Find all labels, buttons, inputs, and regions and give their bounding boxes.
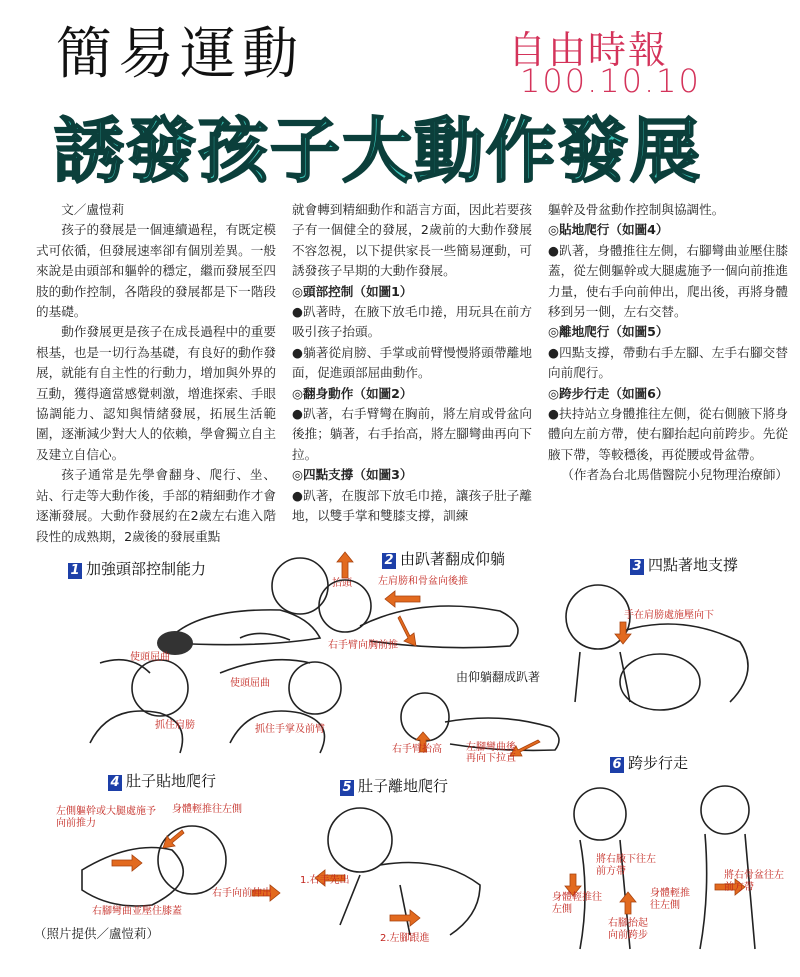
paragraph: 就會轉到精細動作和語言方面，因此若要孩子有一個健全的發展，2歲前的大動作發展不容忽視，以下提供家長一些簡易運動，可誘發孩子早期的大動作發展。	[292, 202, 532, 279]
bullet-item: ●趴著時，在腋下放毛巾捲，用玩具在前方吸引孩子抬頭。	[292, 304, 532, 340]
figure-label: 抬頭	[332, 578, 352, 589]
figure-3	[560, 552, 790, 712]
figure-label: 將右骨盆往左前方帶	[724, 870, 784, 893]
section-heading: ◎翻身動作（如圖2）	[292, 385, 413, 401]
figure-title	[108, 770, 216, 791]
figure-label: 身體輕推往左側	[172, 804, 242, 815]
figure-6	[540, 752, 790, 952]
figure-label: 使頭屈曲	[130, 652, 170, 663]
figure-title-text: 跨步行走	[628, 754, 689, 772]
paragraph: 軀幹及骨盆動作控制與協調性。	[548, 202, 725, 217]
figure-label: 2.左腳跟進	[380, 933, 430, 944]
figure-title	[340, 775, 448, 796]
paragraph: 孩子的發展是一個連續過程，有既定模式可依循，但發展速率卻有個別差異。一般來說是由頭部和軀幹的穩定，繼而發展至四肢的動作控制，各階段的發展都是下一階段的基礎。	[36, 222, 276, 320]
figure-number: 4	[108, 775, 122, 791]
figure-number: 6	[610, 757, 624, 773]
headline: 誘發孩子大動作發展	[54, 110, 702, 192]
figure-number: 5	[340, 780, 354, 796]
figure-label: 身體輕推往左側	[552, 892, 602, 915]
figure-label: 左肩膀和骨盆向後推	[378, 576, 468, 587]
article-column-3	[548, 200, 788, 486]
baby-supine-illustration	[70, 643, 360, 758]
figure-label: 身體輕推往左側	[650, 888, 690, 911]
figure-label: 右手臂抬高	[392, 744, 442, 755]
author-note: （作者為台北馬偕醫院小兒物理治療師）	[561, 467, 788, 483]
page-title: 簡易運動	[56, 22, 304, 87]
figure-title-text: 由仰躺翻成趴著	[456, 670, 541, 684]
figure-5	[300, 775, 500, 944]
figure-title	[610, 752, 688, 773]
bullet-item: ●扶持站立身體推往左側，從右側腋下將身體向左前方帶，使右腳抬起向前跨步。先從腋下帶，等較穩後，再從腰或骨盆帶。	[548, 406, 788, 462]
paragraph: 孩子通常是先學會翻身、爬行、坐、站、行走等大動作後，手部的精細動作才會逐漸發展。大動作發展約在2歲左右進入階段性的成熟期，2歲後的發展重點	[36, 467, 276, 544]
figure-label: 右腳彎曲並壓住膝蓋	[92, 906, 182, 917]
figure-title-text: 肚子貼地爬行	[126, 772, 217, 790]
figure-2	[300, 548, 560, 658]
paragraph: 動作發展更是孩子在成長過程中的重要根基，也是一切行為基礎，有良好的動作發展，就能有自主性的行動力，增加與外界的互動，獲得適當感覺刺激，增進探索、手眼協調能力、認知與情緒發展，拓展生活範圍，逐漸減少對大人的依賴，學會獨立自主及建立自信心。	[36, 324, 276, 462]
figure-title-text: 肚子離地爬行	[358, 777, 449, 795]
section-heading: ◎貼地爬行（如圖4）	[548, 222, 669, 238]
publication-date: 100.10.10	[520, 62, 701, 100]
figure-title-text: 加強頭部控制能力	[86, 560, 207, 578]
figure-title-text: 由趴著翻成仰躺	[400, 550, 506, 568]
figure-title-text: 四點著地支撐	[648, 556, 739, 574]
newspaper-source: 自由時報	[508, 28, 669, 72]
figure-label: 1.右手先出	[300, 875, 350, 886]
article-column-2	[292, 200, 532, 527]
figure-label: 使頭屈曲	[230, 678, 270, 689]
article-body	[36, 200, 790, 544]
figure-number: 3	[630, 559, 644, 575]
bullet-item: ●趴著，身體推往左側，右腳彎曲並壓住膝蓋，從左側軀幹或大腿處施予一個向前推進力量，使右手向前伸出，爬出後，再將身體移到另一側，左右交替。	[548, 242, 788, 320]
figure-label: 右腳抬起向前跨步	[608, 918, 648, 941]
section-heading: ◎離地爬行（如圖5）	[548, 324, 669, 340]
figure-label: 將右腋下往左前方帶	[596, 854, 656, 877]
bullet-item: ●趴著，在腹部下放毛巾捲，讓孩子肚子離地，以雙手掌和雙膝支撐，訓練	[292, 487, 532, 524]
figure-label: 左腳彎曲後再向下拉直	[466, 742, 516, 764]
author-byline: 文／盧愷莉	[61, 202, 125, 217]
figure-label: 抓住肩膀	[155, 720, 195, 731]
baby-hands-knees-crawl-illustration	[300, 795, 500, 940]
article-column-1	[36, 200, 276, 547]
figure-number: 1	[68, 563, 82, 579]
figure-label: 右手臂向胸前推	[328, 640, 398, 651]
bullet-item: ●躺著從肩膀、手掌或前臂慢慢將頭帶離地面，促進頭部屈曲動作。	[292, 344, 532, 381]
figure-number: 2	[382, 553, 396, 569]
figure-label: 抓住手掌及前臂	[255, 724, 325, 735]
section-heading: ◎跨步行走（如圖6）	[548, 385, 669, 401]
bullet-item: ●四點支撐，帶動右手左腳、左手右腳交替向前爬行。	[548, 344, 788, 381]
bullet-item: ●趴著，右手臂彎在胸前，將左肩或骨盆向後推；躺著，右手抬高，將左腳彎曲再向下拉。	[292, 406, 532, 462]
section-heading: ◎頭部控制（如圖1）	[292, 283, 413, 299]
baby-walking-illustration	[540, 774, 790, 952]
figure-label: 手在肩膀處施壓向下	[624, 610, 714, 621]
figure-label: 左側軀幹或大腿處施予向前推力	[56, 806, 156, 829]
baby-four-point-illustration	[560, 572, 790, 712]
photo-credit: （照片提供／盧愷莉）	[34, 926, 160, 941]
figure-4	[52, 770, 292, 920]
figure-label: 右手向前伸出	[212, 888, 272, 899]
section-heading: ◎四點支撐（如圖3）	[292, 467, 413, 483]
